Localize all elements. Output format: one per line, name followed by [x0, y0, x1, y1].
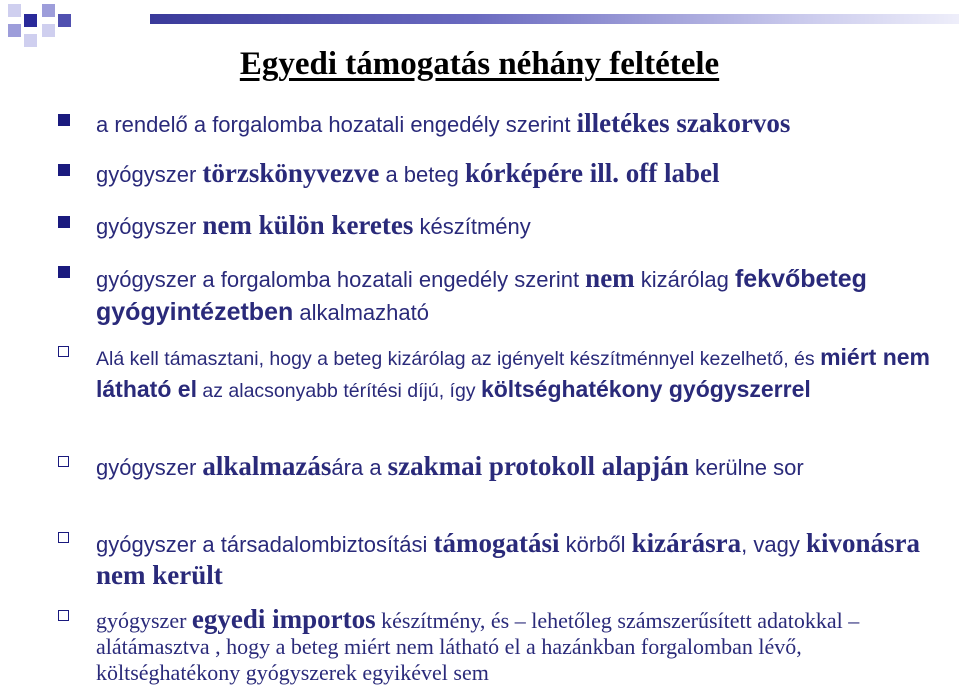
- bullet-icon: [58, 114, 70, 126]
- item-text: alkalmazható: [293, 300, 429, 325]
- list-item: [70, 342, 930, 406]
- bullet-icon: [58, 532, 69, 543]
- top-decor-bar: [150, 14, 959, 24]
- decor-square: [42, 24, 55, 37]
- item-emphasis: nem külön keretes: [202, 210, 414, 240]
- item-text: kerülne sor: [688, 455, 804, 480]
- item-text: gyógyszer: [96, 608, 192, 633]
- item-text: gyógyszer: [96, 214, 203, 239]
- list-item: [70, 160, 930, 188]
- item-text: , vagy: [741, 532, 806, 557]
- item-text: az alacsonyabb térítési díjú, így: [196, 380, 481, 402]
- bullet-icon: [58, 164, 70, 176]
- item-emphasis: illetékes szakorvos: [576, 108, 791, 138]
- decor-square: [8, 4, 21, 17]
- list-item: [70, 528, 930, 592]
- list-item: [70, 110, 930, 138]
- bullet-icon: [58, 266, 70, 278]
- item-text: körből: [559, 532, 632, 557]
- item-emphasis: szakmai protokoll alapján: [387, 451, 689, 481]
- item-text: a beteg: [379, 162, 465, 187]
- item-text: kizárólag: [634, 267, 735, 292]
- bullet-icon: [58, 216, 70, 228]
- item-emphasis: költséghatékony gyógyszerrel: [480, 376, 811, 402]
- item-text: készítmény: [413, 214, 531, 239]
- item-emphasis: törzskönyvezve: [202, 158, 380, 188]
- decor-square: [42, 4, 55, 17]
- list-item: [70, 212, 930, 240]
- bullet-icon: [58, 346, 69, 357]
- decor-square: [8, 24, 21, 37]
- item-emphasis: miért nem látható el: [96, 344, 930, 402]
- item-text: a rendelő a forgalomba hozatali engedély szerint: [96, 112, 577, 137]
- bullet-icon: [58, 456, 69, 467]
- decor-square: [24, 14, 37, 27]
- list-item: [70, 606, 930, 686]
- item-emphasis: kivonásra nem került: [96, 528, 920, 590]
- item-text: gyógyszer: [96, 455, 203, 480]
- item-emphasis: fekvőbeteg gyógyintézetben: [96, 265, 867, 326]
- item-emphasis: nem: [585, 263, 635, 293]
- decor-square: [58, 14, 71, 27]
- item-text: Alá kell támasztani, hogy a beteg kizárólag az igényelt készítménnyel kezelhető, és: [96, 348, 821, 370]
- item-emphasis: alkalmazás: [202, 451, 332, 481]
- page-title: Egyedi támogatás néhány feltétele: [239, 46, 720, 82]
- item-text: gyógyszer a társadalombiztosítási: [96, 532, 434, 557]
- item-emphasis: egyedi importos: [191, 604, 376, 634]
- list-item: [70, 452, 930, 482]
- item-emphasis: támogatási: [433, 528, 560, 558]
- item-emphasis: kórképére ill. off label: [464, 158, 720, 188]
- item-emphasis: kizárásra: [631, 528, 742, 558]
- bullet-icon: [58, 610, 69, 621]
- list-item: [70, 262, 930, 329]
- item-text: gyógyszer a forgalomba hozatali engedély szerint: [96, 267, 586, 292]
- item-text: gyógyszer: [96, 162, 203, 187]
- item-text: készítmény, és – lehetőleg számszerűsített adatokkal – alátámasztva , hogy a beteg miért nem látható el a hazánkban forgalomban lévő, költséghatékony gyógyszerek egyikével sem: [96, 608, 860, 685]
- item-text: ára a: [331, 455, 388, 480]
